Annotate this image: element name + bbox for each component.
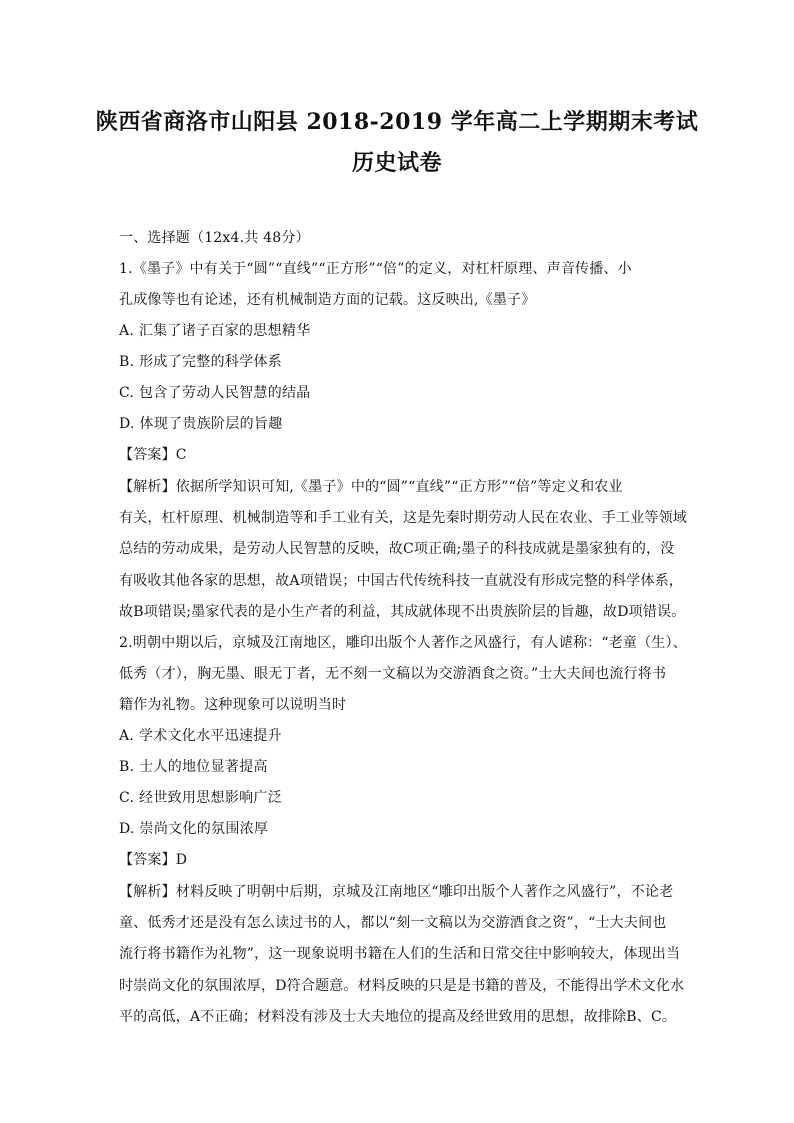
document-subtitle: 历史试卷 [351, 150, 442, 176]
question-2-option-b: B. 士人的地位显著提高 [119, 759, 268, 775]
question-2-analysis-line-1: 【解析】材料反映了明朝中后期，京城及江南地区“雕印出版个人著作之风盛行”，不论老 [119, 884, 674, 900]
question-2-analysis-line-4: 时崇尚文化的氛围浓厚，D符合题意。材料反映的只是是书籍的普及，不能得出学术文化水 [119, 978, 685, 994]
question-2-stem-line-2: 低秀（才），胸无墨、眼无丁者，无不刻一文稿以为交游酒食之资。”士大夫间也流行将书 [119, 666, 667, 682]
question-2-stem-line-1: 2.明朝中期以后，京城及江南地区，雕印出版个人著作之风盛行，有人谑称：“老童（生）、 [119, 635, 687, 651]
question-1-analysis-line-4: 有吸收其他各家的思想，故A项错误；中国古代传统科技一直就没有形成完整的科学体系， [119, 573, 684, 589]
question-2-option-a: A. 学术文化水平迅速提升 [119, 728, 282, 744]
question-1-stem-line-1: 1.《墨子》中有关于“圆”“直线”“正方形”“倍”的定义，对杠杆原理、声音传播、小 [119, 261, 632, 277]
document-title: 陕西省商洛市山阳县 2018-2019 学年高二上学期期末考试 [95, 109, 699, 135]
question-1-option-c: C. 包含了劳动人民智慧的结晶 [119, 385, 311, 401]
question-1-analysis-line-5: 故B项错误;墨家代表的是小生产者的利益，其成就体现不出贵族阶层的旨趣，故D项错误。 [119, 604, 686, 620]
question-2-answer: 【答案】D [119, 852, 188, 868]
question-2-stem-line-3: 籍作为礼物。这种现象可以说明当时 [119, 697, 347, 713]
question-1-analysis-line-1: 【解析】依据所学知识可知,《墨子》中的“圆”“直线”“正方形”“倍”等定义和农业 [119, 479, 623, 495]
question-2-analysis-line-3: 流行将书籍作为礼物”，这一现象说明书籍在人们的生活和日常交往中影响较大，体现出当 [119, 946, 681, 962]
question-1-analysis-line-3: 总结的劳动成果，是劳动人民智慧的反映，故C项正确;墨子的科技成就是墨家独有的，没 [119, 541, 675, 557]
question-1-option-b: B. 形成了完整的科学体系 [119, 354, 283, 370]
question-1-answer: 【答案】C [119, 447, 187, 463]
question-2-option-c: C. 经世致用思想影响广泛 [119, 790, 283, 806]
question-1-option-d: D. 体现了贵族阶层的旨趣 [119, 416, 283, 432]
question-2-option-d: D. 崇尚文化的氛围浓厚 [119, 821, 269, 837]
question-2-analysis-line-5: 平的高低，A不正确；材料没有涉及士大夫地位的提高及经世致用的思想，故排除B、C。 [119, 1009, 677, 1025]
question-2-analysis-line-2: 童、低秀才还是没有怎么读过书的人，都以“刻一文稿以为交游酒食之资”，“士大夫间也 [119, 915, 667, 931]
section-heading: 一、选择题（12x4.共 48分） [119, 230, 310, 246]
question-1-stem-line-2: 孔成像等也有论述，还有机械制造方面的记载。这反映出,《墨子》 [119, 292, 536, 308]
question-1-option-a: A. 汇集了诸子百家的思想精华 [119, 323, 311, 339]
question-1-analysis-line-2: 有关，杠杆原理、机械制造等和手工业有关，这是先秦时期劳动人民在农业、手工业等领域 [119, 510, 687, 526]
